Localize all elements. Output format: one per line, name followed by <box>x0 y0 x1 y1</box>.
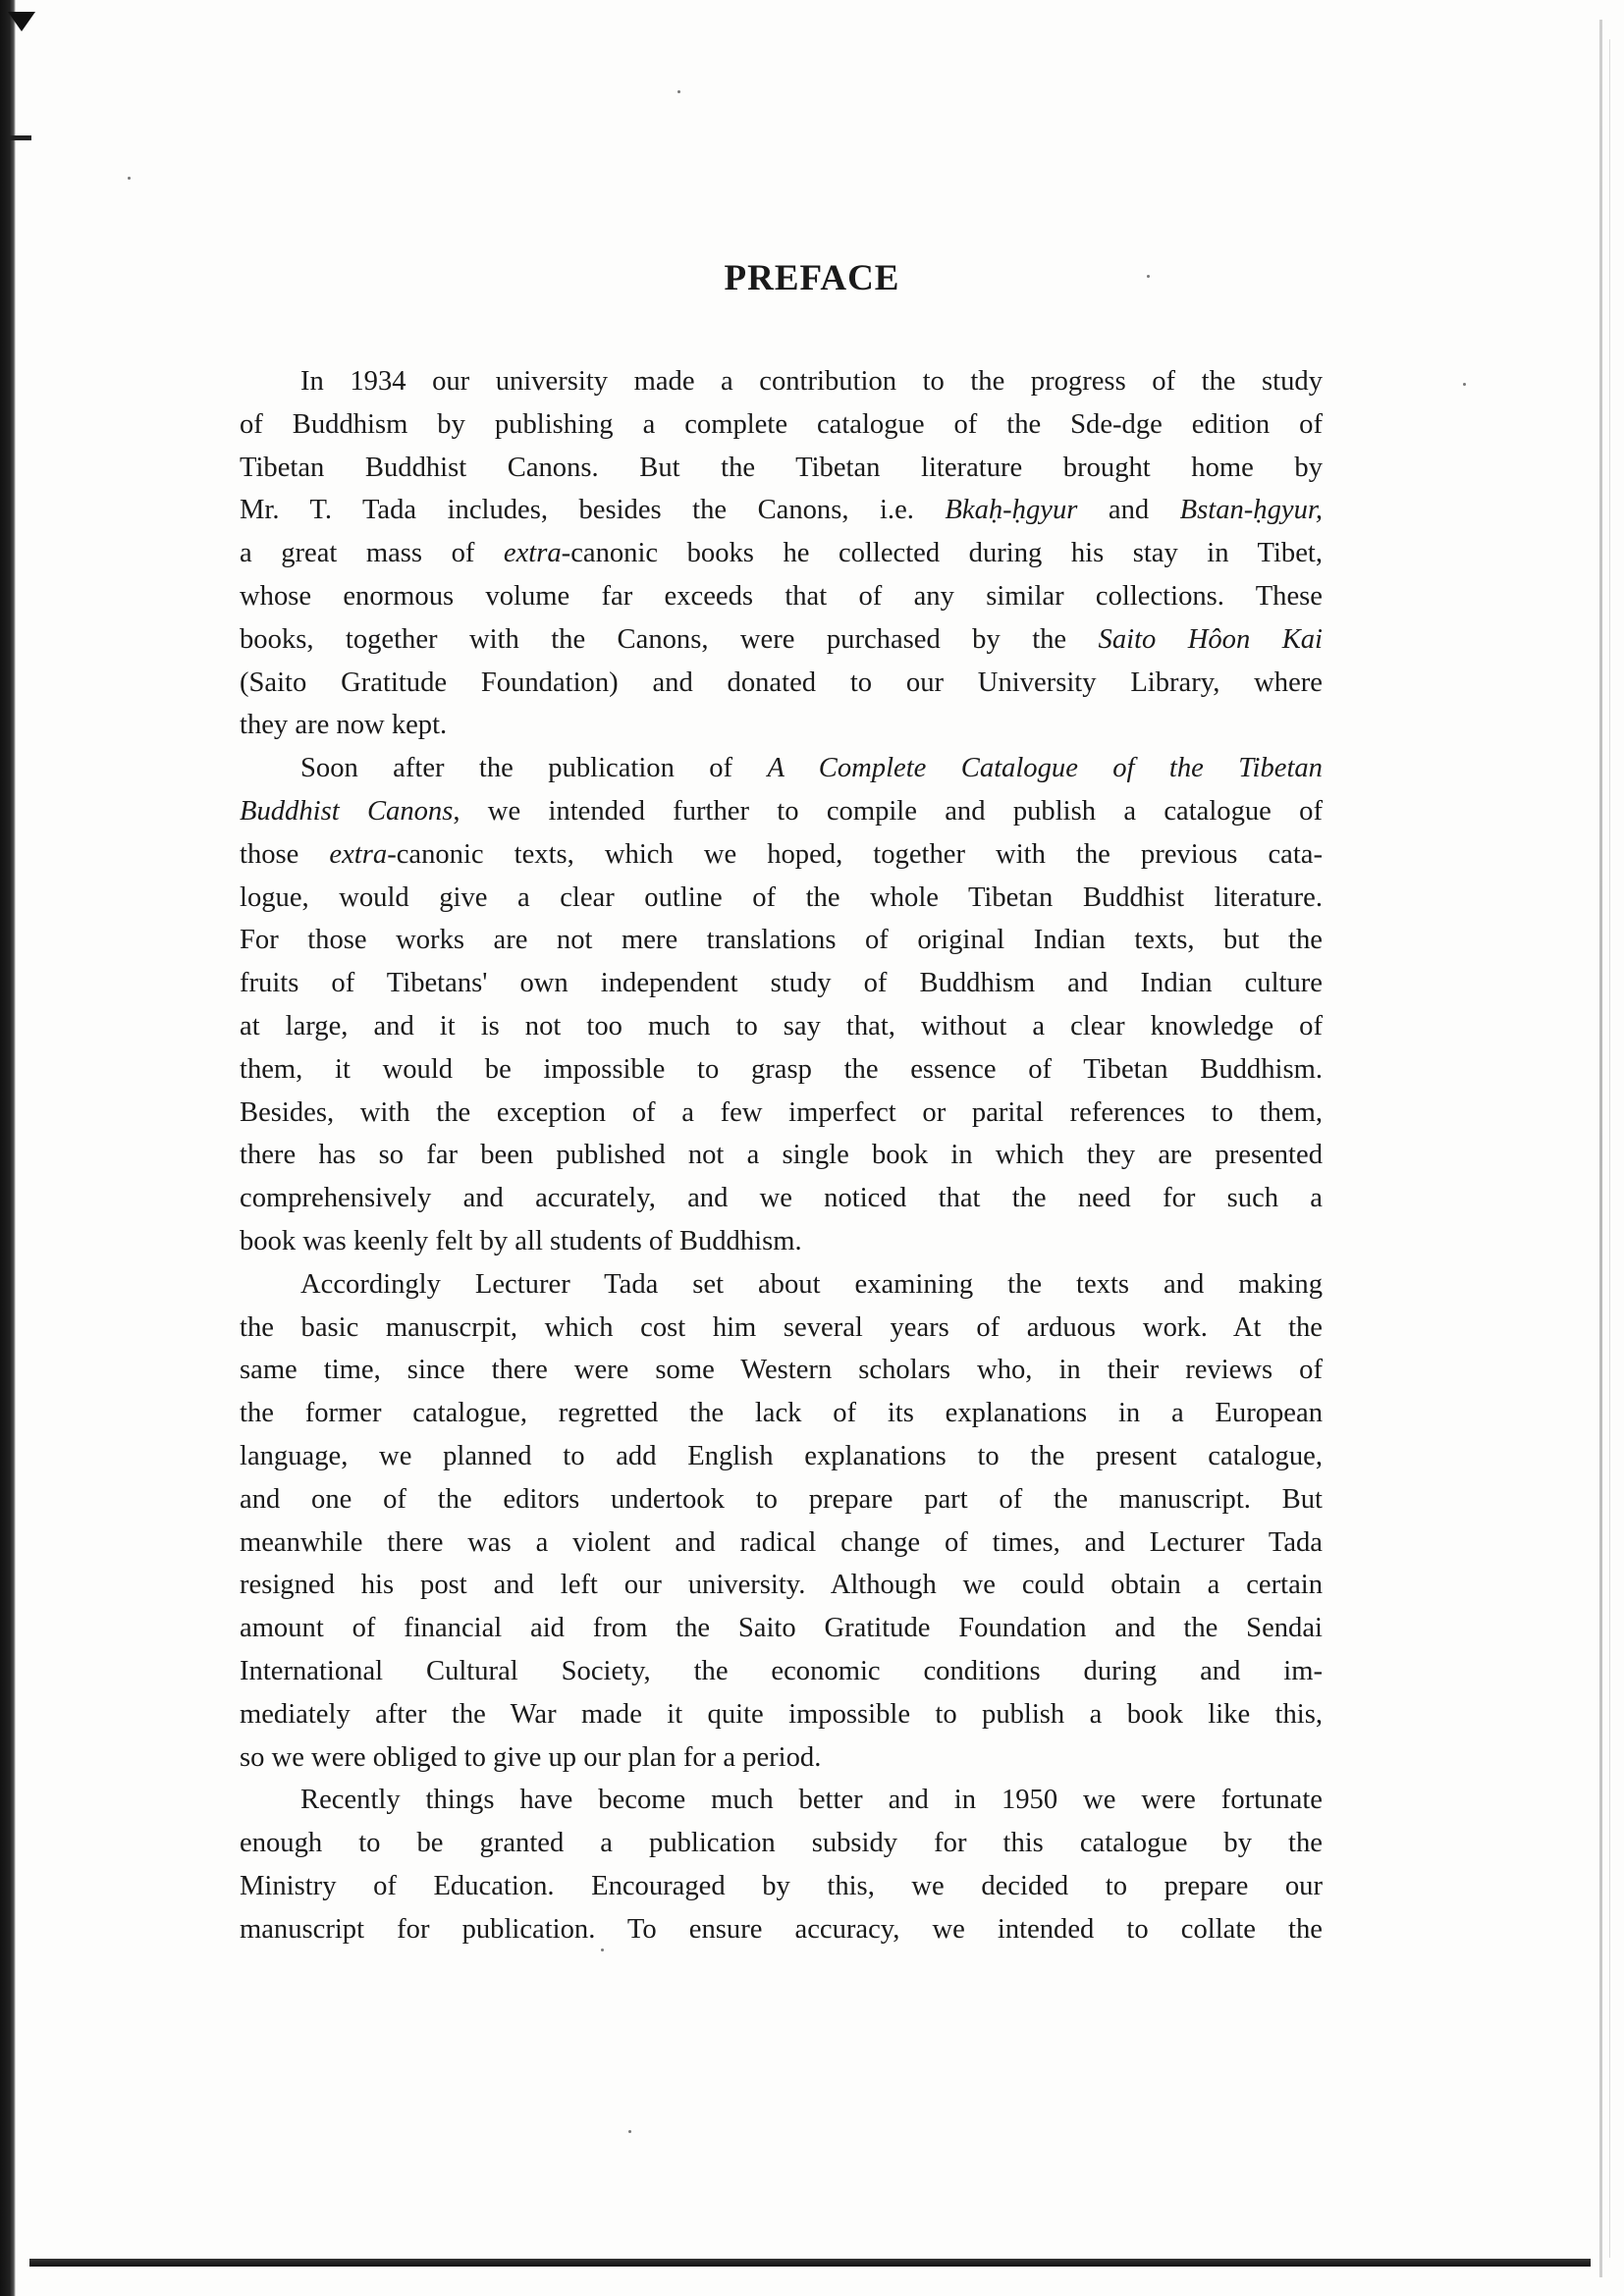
text-line: book was keenly felt by all students of Buddhism. <box>240 1225 802 1256</box>
text-line: logue, would give a clear outline of the whole Tibetan Buddhist literature. <box>240 881 1323 913</box>
scan-speck <box>677 90 680 93</box>
scan-speck <box>1463 383 1466 386</box>
paragraph-4 <box>240 1779 1323 1950</box>
bottom-page-edge <box>29 2259 1591 2267</box>
scan-speck <box>628 2130 631 2133</box>
binding-edge <box>0 0 16 2296</box>
paragraph-2 <box>240 747 1323 1263</box>
text-line: of Buddhism by publishing a complete catalogue of the Sde-dge edition of <box>240 408 1323 440</box>
text-line: Besides, with the exception of a few imperfect or parital references to them, <box>240 1096 1323 1128</box>
text-line: they are now kept. <box>240 710 448 741</box>
text-line: International Cultural Society, the economic conditions during and im- <box>240 1655 1323 1686</box>
text-line: whose enormous volume far exceeds that of any similar collections. These <box>240 580 1323 612</box>
page-title: PREFACE <box>724 258 900 298</box>
text-line: Recently things have become much better and in 1950 we were fortunate <box>300 1785 1323 1816</box>
text-line: Buddhist Canons, we intended further to compile and publish a catalogue of <box>240 795 1323 827</box>
text-line: a great mass of extra-canonic books he collected during his stay in Tibet, <box>240 538 1324 569</box>
text-line: the basic manuscrpit, which cost him several years of arduous work. At the <box>240 1311 1323 1343</box>
binding-notch-mark <box>8 12 35 31</box>
text-line: For those works are not mere translations of original Indian texts, but the <box>240 925 1323 956</box>
text-line: Mr. T. Tada includes, besides the Canons, i.e. Bkaḥ-ḥgyur and Bstan-ḥgyur, <box>240 495 1323 526</box>
text-line: so we were obliged to give up our plan for a period. <box>240 1741 822 1773</box>
text-line: Ministry of Education. Encouraged by this, we decided to prepare our <box>240 1870 1323 1901</box>
text-line: In 1934 our university made a contribution to the progress of the study <box>300 366 1323 397</box>
right-page-edge <box>1599 20 1602 2277</box>
text-line: resigned his post and left our university. Although we could obtain a certain <box>240 1570 1323 1601</box>
paragraph-1 <box>240 360 1323 747</box>
text-line: enough to be granted a publication subsidy for this catalogue by the <box>240 1828 1323 1859</box>
text-line: and one of the editors undertook to prepare part of the manuscript. But <box>240 1483 1323 1515</box>
text-line: comprehensively and accurately, and we noticed that the need for such a <box>240 1183 1323 1214</box>
text-line: (Saito Gratitude Foundation) and donated to our University Library, where <box>240 667 1323 698</box>
text-line: Accordingly Lecturer Tada set about examining the texts and making <box>300 1268 1323 1300</box>
text-line: them, it would be impossible to grasp the essence of Tibetan Buddhism. <box>240 1053 1323 1085</box>
paragraph-3 <box>240 1263 1323 1780</box>
text-line: there has so far been published not a single book in which they are presented <box>240 1140 1323 1171</box>
text-line: same time, since there were some Western scholars who, in their reviews of <box>240 1355 1323 1386</box>
text-line: amount of financial aid from the Saito Gratitude Foundation and the Sendai <box>240 1613 1323 1644</box>
right-page-edge-inner <box>1609 39 1610 2258</box>
scan-speck <box>128 177 131 180</box>
text-line: manuscript for publication. To ensure accuracy, we intended to collate the <box>240 1913 1323 1945</box>
text-line: meanwhile there was a violent and radical change of times, and Lecturer Tada <box>240 1526 1323 1558</box>
text-line: those extra-canonic texts, which we hoped, together with the previous cata- <box>240 838 1323 870</box>
text-line: mediately after the War made it quite impossible to publish a book like this, <box>240 1698 1323 1730</box>
text-line: the former catalogue, regretted the lack of its explanations in a European <box>240 1398 1323 1429</box>
text-line: Tibetan Buddhist Canons. But the Tibetan literature brought home by <box>240 452 1323 483</box>
preface-body <box>240 360 1323 1950</box>
text-line: language, we planned to add English explanations to the present catalogue, <box>240 1440 1323 1471</box>
text-line: at large, and it is not too much to say that, without a clear knowledge of <box>240 1010 1323 1041</box>
text-line: fruits of Tibetans' own independent study of Buddhism and Indian culture <box>240 968 1323 999</box>
text-line: books, together with the Canons, were purchased by the Saito Hôon Kai <box>240 623 1324 655</box>
text-line: Soon after the publication of A Complete Catalogue of the Tibetan <box>300 753 1323 784</box>
binding-tick-mark <box>10 135 31 140</box>
